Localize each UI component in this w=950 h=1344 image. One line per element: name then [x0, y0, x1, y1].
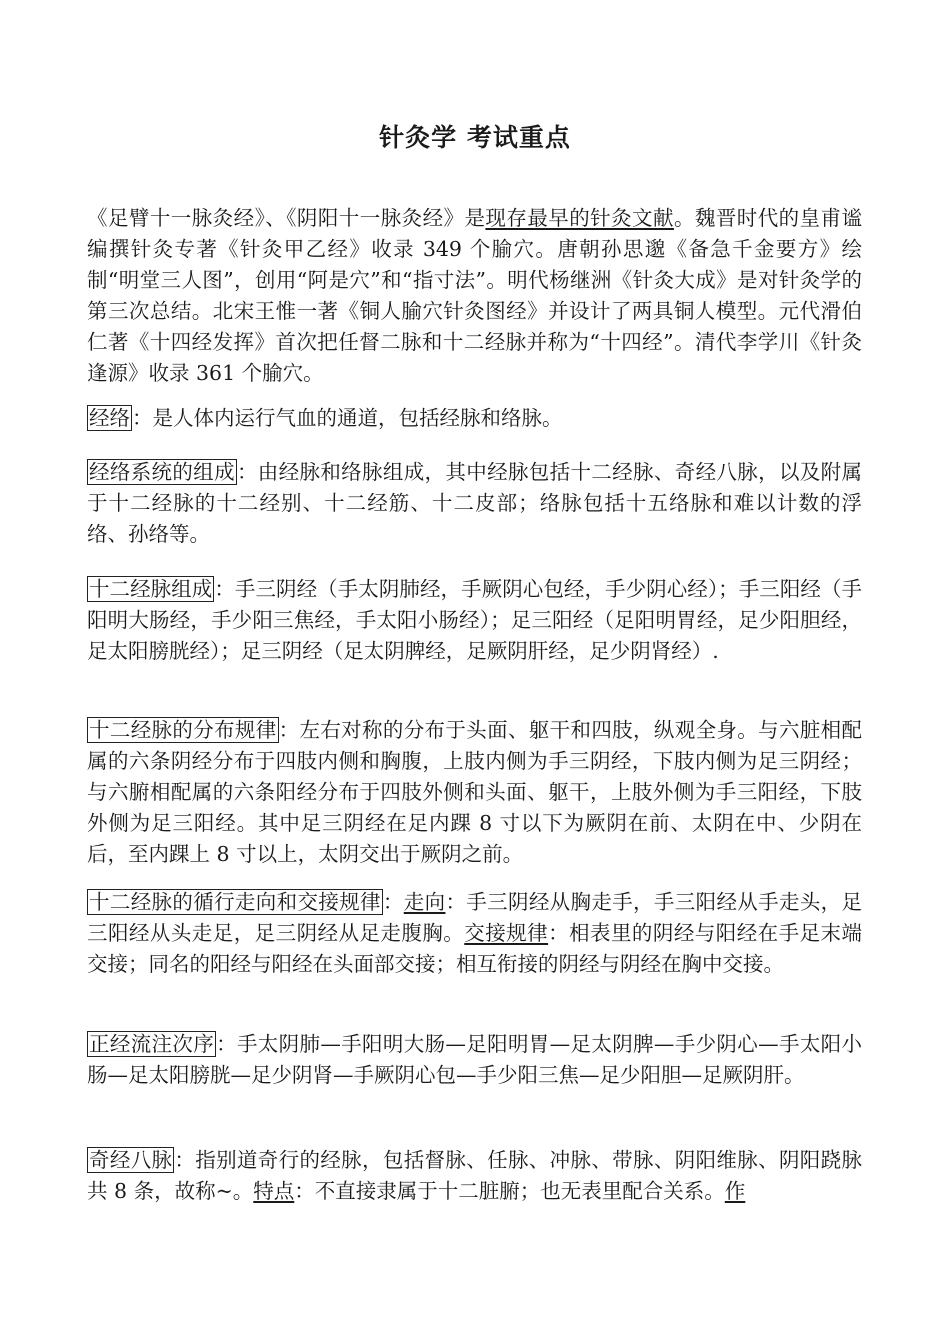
intro-text-2: 。魏晋时代的皇甫谧编撰针灸专著《针灸甲乙经》收录 349 个腧穴。唐朝孙思邈《备急千金要方》绘制“明堂三人图”，创用“阿是穴”和“指寸法”。明代杨继洲《针灸大成》是对针灸学的第三次总结。北宋王惟一著《铜人腧穴针灸图经》并设计了两具铜人模型。元代滑伯仁著《十四经发挥》首次把任督二脉和十二经脉并称为“十四经”。清代李学川《针灸逢源》收录 361 个腧穴。: [87, 206, 863, 385]
jingluo-term: 经络: [89, 406, 130, 430]
twelve-flow-term: 十二经脉的循行走向和交接规律: [89, 890, 381, 914]
jingluo-system-term: 经络系统的组成: [89, 460, 235, 484]
page-title: 针灸学 考试重点: [379, 123, 571, 152]
flow-direction-text: ：手三阴经从胸走手，手三阳经从手走头，足三阳经从头走足，足三阴经从足走腹胸。: [87, 890, 863, 945]
meridian-order-text: ：手太阴肺—手阳明大肠—足阳明胃—足太阴脾—手少阴心—手太阳小肠—足太阳膀胱—足少阴肾—手厥阴心包—手少阳三焦—足少阳胆—足厥阴肝。: [87, 1032, 863, 1087]
twelve-flow-sep: ：: [382, 890, 404, 914]
twelve-composition-term: 十二经脉组成: [89, 577, 213, 601]
flow-direction-label: 走向: [403, 890, 446, 914]
intro-underlined-earliest-literature: 现存最早的针灸文献: [485, 206, 674, 230]
twelve-composition-text: ：手三阴经（手太阴肺经，手厥阴心包经，手少阴心经）；手三阳经（手阳明大肠经，手少阳三焦经，手太阳小肠经）；足三阳经（足阳明胃经，足少阳胆经，足太阳膀胱经）；足三阴经（足太阴脾经，足厥阴肝经，足少阴肾经）.: [87, 577, 863, 663]
jingluo-text: ：是人体内运行气血的通道，包括经脉和络脉。: [132, 406, 563, 430]
intro-text-1: 《足臂十一脉灸经》、《阴阳十一脉灸经》是: [87, 206, 486, 230]
twelve-composition-paragraph: [87, 574, 862, 667]
meridian-order-term: 正经流注次序: [89, 1032, 215, 1056]
flow-junction-label: 交接规律: [464, 921, 549, 945]
eight-extra-text-2: ：不直接隶属于十二脏腑；也无表里配合关系。: [294, 1179, 725, 1203]
eight-extra-text-1: ：指别道奇行的经脉，包括督脉、任脉、冲脉、带脉、阴阳维脉、阴阳跷脉共 8 条，故称~。: [87, 1148, 862, 1203]
jingluo-paragraph: [87, 403, 862, 434]
flow-junction-text: ：相表里的阴经与阳经在手足末端交接；同名的阳经与阳经在头面部交接；相互衔接的阴经与阴经在胸中交接。: [87, 921, 863, 976]
jingluo-system-text: ：由经脉和络脉组成，其中经脉包括十二经脉、奇经八脉，以及附属于十二经脉的十二经别、十二经筋、十二皮部；络脉包括十五络脉和难以计数的浮络、孙络等。: [87, 460, 863, 546]
eight-extra-paragraph: [87, 1145, 862, 1207]
intro-paragraph: [87, 203, 862, 389]
twelve-distribution-term: 十二经脉的分布规律: [89, 718, 277, 742]
twelve-distribution-text: ：左右对称的分布于头面、躯干和四肢，纵观全身。与六脏相配属的六条阴经分布于四肢内侧和胸腹，上肢内侧为手三阴经，下肢内侧为足三阴经；与六腑相配属的六条阳经分布于四肢外侧和头面、躯干，上肢外侧为手三阳经，下肢外侧为足三阳经。其中足三阴经在足内踝 8 寸以下为厥阴在前、太阴在中、少阴在后，至内踝上 8 寸以上，太阴交出于厥阴之前。: [87, 718, 862, 866]
eight-extra-feature-label: 特点: [253, 1179, 295, 1203]
jingluo-system-paragraph: [87, 457, 862, 550]
twelve-flow-paragraph: [87, 887, 862, 980]
eight-extra-term: 奇经八脉: [89, 1148, 173, 1172]
meridian-order-paragraph: [87, 1029, 862, 1091]
eight-extra-function-label: 作: [724, 1179, 746, 1203]
twelve-distribution-paragraph: [87, 715, 862, 870]
